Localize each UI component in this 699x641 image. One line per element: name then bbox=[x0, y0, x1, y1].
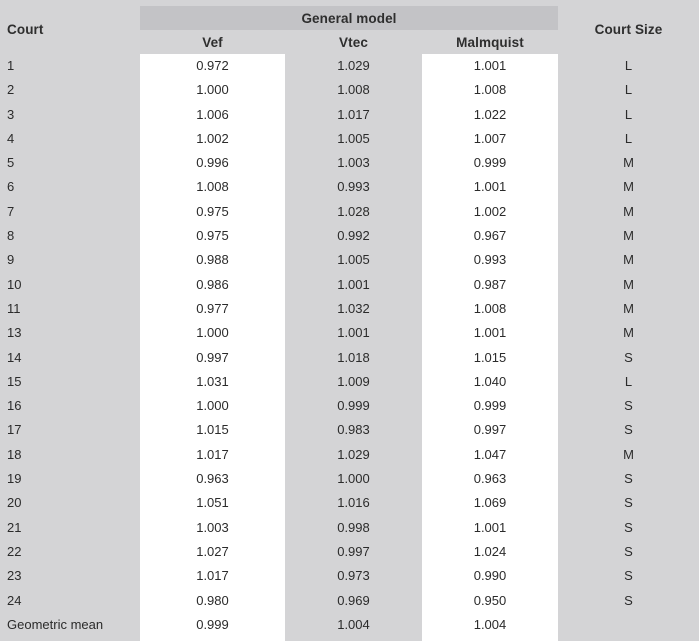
header-court-size: Court Size bbox=[594, 22, 663, 37]
cell-court-size: M bbox=[623, 325, 634, 341]
cell-vef: 0.999 bbox=[196, 616, 229, 632]
cell-vef: 0.972 bbox=[196, 58, 229, 73]
cell-court: 1 bbox=[7, 58, 15, 73]
cell-vtec: 1.029 bbox=[337, 58, 370, 73]
cell-court: 17 bbox=[7, 422, 22, 438]
cell-court: 7 bbox=[7, 203, 15, 219]
header-court: Court bbox=[7, 22, 44, 37]
cell-vtec: 1.008 bbox=[337, 82, 370, 98]
cell-vtec: 1.003 bbox=[337, 155, 370, 171]
table-row bbox=[0, 540, 699, 564]
cell-court: 3 bbox=[7, 106, 15, 122]
cell-court-size: L bbox=[624, 58, 633, 73]
cell-court-size: L bbox=[624, 106, 633, 122]
cell-vef: 1.027 bbox=[196, 543, 229, 559]
cell-court-size bbox=[558, 613, 699, 637]
cell-vtec: 1.009 bbox=[337, 373, 370, 389]
cell-malmquist: 1.002 bbox=[473, 203, 507, 219]
cell-court-size: M bbox=[623, 228, 634, 244]
cell-vef: 0.975 bbox=[196, 203, 229, 219]
header-malmquist: Malmquist bbox=[456, 35, 524, 50]
cell-court: 22 bbox=[7, 543, 22, 559]
cell-court: 9 bbox=[7, 252, 15, 268]
cell-court-size: M bbox=[623, 203, 634, 219]
cell-court: 19 bbox=[7, 471, 22, 487]
cell-court-size: S bbox=[624, 422, 633, 438]
cell-malmquist: 1.008 bbox=[473, 300, 507, 316]
cell-malmquist: 1.069 bbox=[473, 495, 507, 511]
table-header bbox=[0, 0, 699, 54]
cell-vtec: 1.005 bbox=[337, 252, 370, 268]
cell-malmquist: 1.040 bbox=[473, 373, 507, 389]
cell-vtec: 1.004 bbox=[337, 616, 370, 632]
cell-court-size: M bbox=[623, 300, 634, 316]
cell-malmquist: 1.001 bbox=[473, 325, 507, 341]
table-row bbox=[0, 127, 699, 151]
cell-court-size: S bbox=[624, 471, 633, 487]
cell-vef: 1.015 bbox=[196, 422, 229, 438]
cell-court-size: S bbox=[624, 592, 633, 608]
cell-court: 8 bbox=[7, 228, 15, 244]
table-row bbox=[0, 321, 699, 345]
cell-vtec: 0.999 bbox=[337, 398, 370, 414]
cell-vtec: 0.983 bbox=[337, 422, 370, 438]
table-row bbox=[0, 346, 699, 370]
cell-malmquist: 0.999 bbox=[473, 398, 507, 414]
cell-vef: 0.980 bbox=[196, 592, 229, 608]
header-vef: Vef bbox=[202, 35, 223, 50]
cell-malmquist: 1.024 bbox=[473, 543, 507, 559]
table-row bbox=[0, 491, 699, 515]
cell-court: 24 bbox=[7, 592, 22, 608]
header-general-model: General model bbox=[301, 11, 397, 26]
cell-court: 10 bbox=[7, 276, 22, 292]
cell-vef: 0.988 bbox=[196, 252, 229, 268]
cell-vtec: 0.973 bbox=[337, 568, 370, 584]
cell-malmquist: 1.004 bbox=[473, 616, 507, 632]
cell-vtec: 1.017 bbox=[337, 106, 370, 122]
cell-court: 18 bbox=[7, 446, 22, 462]
cell-vef: 1.051 bbox=[196, 495, 229, 511]
cell-vef: 1.017 bbox=[196, 568, 229, 584]
table-row bbox=[0, 175, 699, 199]
cell-malmquist: 1.001 bbox=[473, 519, 507, 535]
table-row bbox=[0, 54, 699, 78]
table-row bbox=[0, 151, 699, 175]
table-row bbox=[0, 613, 699, 637]
cell-court: 5 bbox=[7, 155, 15, 171]
cell-malmquist: 0.987 bbox=[473, 276, 507, 292]
cell-malmquist: 1.001 bbox=[473, 179, 507, 195]
cell-malmquist: 0.990 bbox=[473, 568, 507, 584]
cell-malmquist: 1.001 bbox=[473, 58, 507, 73]
cell-court: 6 bbox=[7, 179, 15, 195]
cell-vtec: 0.997 bbox=[337, 543, 370, 559]
cell-vtec: 0.993 bbox=[337, 179, 370, 195]
table-row bbox=[0, 200, 699, 224]
table-row bbox=[0, 297, 699, 321]
cell-court: Geometric mean bbox=[7, 616, 104, 632]
cell-vef: 1.003 bbox=[196, 519, 229, 535]
cell-malmquist: 0.967 bbox=[473, 228, 507, 244]
cell-court-size: S bbox=[624, 568, 633, 584]
cell-vef: 1.008 bbox=[196, 179, 229, 195]
table-row bbox=[0, 370, 699, 394]
cell-vtec: 1.028 bbox=[337, 203, 370, 219]
cell-court: 16 bbox=[7, 398, 22, 414]
cell-vtec: 0.998 bbox=[337, 519, 370, 535]
cell-malmquist: 0.963 bbox=[473, 471, 507, 487]
table-row bbox=[0, 418, 699, 442]
header-vtec: Vtec bbox=[339, 35, 368, 50]
cell-malmquist: 0.993 bbox=[473, 252, 507, 268]
cell-malmquist: 1.047 bbox=[473, 446, 507, 462]
cell-court: 4 bbox=[7, 130, 15, 146]
table-row bbox=[0, 564, 699, 588]
cell-vtec: 1.016 bbox=[337, 495, 370, 511]
cell-vef: 0.997 bbox=[196, 349, 229, 365]
cell-court: 13 bbox=[7, 325, 22, 341]
table-row bbox=[0, 443, 699, 467]
cell-malmquist: 1.022 bbox=[473, 106, 507, 122]
cell-vef: 1.006 bbox=[196, 106, 229, 122]
cell-court: 2 bbox=[7, 82, 15, 98]
cell-malmquist: 1.015 bbox=[473, 349, 507, 365]
cell-vtec: 1.032 bbox=[337, 300, 370, 316]
cell-court-size: S bbox=[624, 543, 633, 559]
cell-vtec: 1.018 bbox=[337, 349, 370, 365]
table-row bbox=[0, 394, 699, 418]
cell-vtec: 0.969 bbox=[337, 592, 370, 608]
cell-court: 20 bbox=[7, 495, 22, 511]
cell-vtec: 1.001 bbox=[337, 276, 370, 292]
cell-vef: 1.000 bbox=[196, 325, 229, 341]
cell-court: 11 bbox=[7, 300, 21, 316]
cell-court-size: S bbox=[624, 495, 633, 511]
cell-court-size: S bbox=[624, 519, 633, 535]
cell-vef: 1.000 bbox=[196, 82, 229, 98]
cell-vtec: 1.001 bbox=[337, 325, 370, 341]
cell-court-size: M bbox=[623, 252, 634, 268]
cell-vef: 1.017 bbox=[196, 446, 229, 462]
cell-vef: 1.000 bbox=[196, 398, 229, 414]
cell-vtec: 0.992 bbox=[337, 228, 370, 244]
table-row bbox=[0, 516, 699, 540]
cell-court: 15 bbox=[7, 373, 22, 389]
table-row bbox=[0, 273, 699, 297]
cell-court: 23 bbox=[7, 568, 22, 584]
cell-court-size: M bbox=[623, 446, 634, 462]
cell-court-size: M bbox=[623, 276, 634, 292]
table-row bbox=[0, 589, 699, 613]
cell-court-size: M bbox=[623, 155, 634, 171]
cell-vef: 1.002 bbox=[196, 130, 229, 146]
cell-malmquist: 0.950 bbox=[473, 592, 507, 608]
cell-vtec: 1.029 bbox=[337, 446, 370, 462]
cell-court-size: S bbox=[624, 398, 633, 414]
cell-malmquist: 0.997 bbox=[473, 422, 507, 438]
table-body bbox=[0, 54, 699, 637]
cell-court: 21 bbox=[7, 519, 22, 535]
table-row bbox=[0, 224, 699, 248]
cell-vef: 0.986 bbox=[196, 276, 229, 292]
cell-vef: 0.977 bbox=[196, 300, 229, 316]
cell-court-size: S bbox=[624, 349, 633, 365]
cell-court-size: L bbox=[624, 130, 633, 146]
cell-vef: 0.996 bbox=[196, 155, 229, 171]
cell-court-size: L bbox=[624, 82, 633, 98]
cell-malmquist: 1.008 bbox=[473, 82, 507, 98]
cell-court-size: M bbox=[623, 179, 634, 195]
table-row bbox=[0, 78, 699, 102]
table-row bbox=[0, 248, 699, 272]
cell-vef: 0.963 bbox=[196, 471, 229, 487]
cell-vef: 0.975 bbox=[196, 228, 229, 244]
cell-vtec: 1.000 bbox=[337, 471, 370, 487]
cell-vef: 1.031 bbox=[196, 373, 229, 389]
table-row bbox=[0, 467, 699, 491]
cell-malmquist: 1.007 bbox=[473, 130, 507, 146]
table-row bbox=[0, 103, 699, 127]
cell-court-size: L bbox=[624, 373, 633, 389]
cell-court: 14 bbox=[7, 349, 22, 365]
cell-vtec: 1.005 bbox=[337, 130, 370, 146]
cell-malmquist: 0.999 bbox=[473, 155, 507, 171]
